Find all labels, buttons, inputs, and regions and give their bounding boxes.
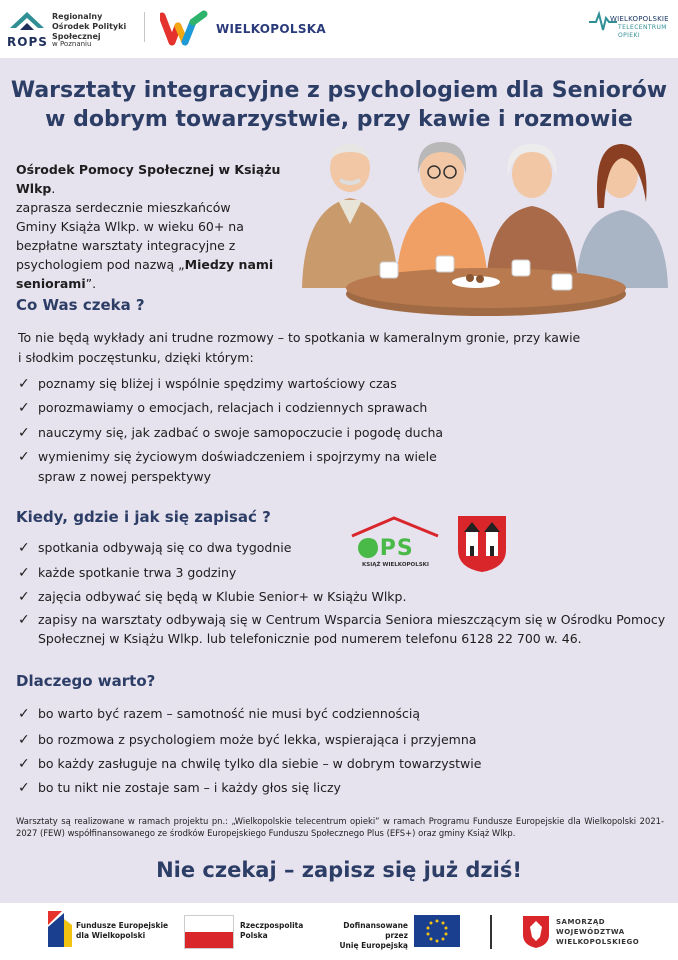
- telecentrum-line3: OPIEKI: [618, 32, 641, 39]
- list-item-continued: Społecznej w Książu Wlkp. lub telefonicznie pod numerem telefonu 6128 22 700 w. 46.: [38, 631, 582, 646]
- eu-label-line1: Dofinansowane przez: [343, 921, 408, 940]
- page-title: [10, 76, 668, 134]
- section-why-heading: Dlaczego warto?: [16, 672, 156, 690]
- list-item-continued: spraw z nowej perspektywy: [38, 469, 211, 484]
- list-item: ✓ bo każdy zasługuje na chwilę tylko dla siebie – w dobrym towarzystwie: [18, 756, 482, 772]
- section-why-list: [18, 706, 481, 804]
- list-item: ✓ bo rozmowa z psychologiem może być lekka, wspierająca i przyjemna: [18, 732, 477, 748]
- rops-city: w Poznaniu: [52, 40, 92, 48]
- footer-divider: [490, 915, 492, 949]
- list-item: ✓ bo tu nikt nie zostaje sam – i każdy głos się liczy: [18, 780, 341, 796]
- rops-name: Regionalny Ośrodek Polityki Społecznej: [52, 12, 127, 41]
- list-item: ✓ wymienimy się życiowym doświadczeniem i spojrzymy na wiele: [18, 449, 437, 465]
- wielkopolska-eagle-icon: [522, 915, 550, 949]
- check-icon: ✓: [18, 732, 30, 748]
- cookie-plate-icon: [452, 276, 500, 288]
- wielkopolska-logo: [160, 10, 326, 48]
- ops-logo-text: OPS: [360, 536, 414, 561]
- ksiaz-coat-of-arms-icon: [456, 514, 508, 574]
- rops-logo: [6, 8, 136, 50]
- section-what-intro: [18, 328, 663, 368]
- project-footnote: Warsztaty są realizowane w ramach projektu pn.: „Wielkopolskie telecentrum opieki” w ramach Programu Fundusze Europejskie dla Wielkopolski 2021-2027 (FEW) współfinansowanego ze środków Europejskiego Funduszu Społecznego Plus (EFS+) oraz gminy Książ Wlkp.: [16, 816, 664, 838]
- list-item: ✓ każde spotkanie trwa 3 godziny: [18, 565, 237, 581]
- list-item: ✓ nauczymy się, jak zadbać o swoje samopoczucie i pogodę ducha: [18, 425, 444, 441]
- list-item: ✓ poznamy się bliżej i wspólnie spędzimy wartościowy czas: [18, 376, 397, 392]
- ops-ksiaz-logo: [350, 514, 440, 574]
- eu-label-line2: Unię Europejską: [339, 941, 408, 950]
- psychologist-figure: [576, 144, 668, 288]
- sw-label-line1: SAMORZĄD: [556, 918, 606, 926]
- fe-label-line2: dla Wielkopolski: [76, 931, 146, 940]
- intro-line-2: Gminy Książa Wlkp. w wieku 60+ na: [16, 219, 244, 234]
- ops-logo-subtext: KSIĄŻ WIELKOPOLSKI: [362, 562, 429, 568]
- telecentrum-line1: WIELKOPOLSKIE: [610, 15, 669, 23]
- wielkopolska-w-icon: [160, 10, 210, 48]
- eu-flag-icon: [414, 915, 460, 947]
- list-item: ✓ bo warto być razem – samotność nie musi być codziennością: [18, 706, 421, 722]
- header-divider: [144, 12, 145, 42]
- eu-label: [320, 921, 408, 951]
- section-when-heading: Kiedy, gdzie i jak się zapisać ?: [16, 508, 271, 526]
- check-icon: ✓: [18, 565, 30, 581]
- check-icon: ✓: [18, 376, 30, 392]
- intro-line-1: zaprasza serdecznie mieszkańców: [16, 200, 231, 215]
- check-icon: ✓: [18, 449, 30, 465]
- section-when-list: [18, 540, 665, 650]
- program-name-b: seniorami: [16, 276, 86, 291]
- program-name-end: ”.: [85, 276, 97, 291]
- list-item: ✓ spotkania odbywają się co dwa tygodnie: [18, 540, 292, 556]
- rp-label: [240, 921, 303, 941]
- rops-letters: ROPS: [7, 35, 48, 49]
- title-line-1: Warsztaty integracyjne z psychologiem dla Seniorów: [10, 78, 668, 103]
- intro-text: [16, 160, 306, 293]
- list-item: ✓ porozmawiamy o emocjach, relacjach i codziennych sprawach: [18, 400, 428, 416]
- check-icon: ✓: [18, 780, 30, 796]
- sw-label-line3: WIELKOPOLSKIEGO: [556, 938, 640, 946]
- funding-footer: [0, 903, 678, 960]
- check-icon: ✓: [18, 425, 30, 441]
- sw-label: [556, 917, 639, 947]
- sw-label-line2: WOJEWÓDZTWA: [556, 928, 625, 936]
- fe-label-line1: Fundusze Europejskie: [76, 921, 169, 930]
- check-icon: ✓: [18, 540, 30, 556]
- rp-label-line1: Rzeczpospolita: [240, 921, 304, 930]
- fe-label: [76, 921, 168, 941]
- program-name-a: Miedzy nami: [184, 257, 274, 272]
- telecentrum-line2: TELECENTRUM: [618, 24, 667, 31]
- check-icon: ✓: [18, 612, 30, 628]
- check-icon: ✓: [18, 589, 30, 605]
- wielkopolska-text: WIELKOPOLSKA: [216, 22, 326, 36]
- check-icon: ✓: [18, 400, 30, 416]
- poland-flag-icon: [184, 915, 234, 949]
- fe-logo-icon: [48, 911, 72, 947]
- intro-org: Ośrodek Pomocy Społecznej w Książu Wlkp: [16, 162, 281, 196]
- telecentrum-logo: [588, 8, 674, 42]
- header-bar: [0, 0, 678, 58]
- check-icon: ✓: [18, 756, 30, 772]
- rp-label-line2: Polska: [240, 931, 268, 940]
- section-what-heading: Co Was czeka ?: [16, 296, 145, 314]
- section-what-intro-line2: i słodkim poczęstunku, dzięki którym:: [18, 350, 254, 365]
- check-icon: ✓: [18, 706, 30, 722]
- section-what-intro-line1: To nie będą wykłady ani trudne rozmowy – to spotkania w kameralnym gronie, przy kawie: [18, 330, 581, 345]
- section-what-list: [18, 376, 443, 489]
- seniors-coffee-illustration: [300, 138, 672, 320]
- list-item: ✓ zapisy na warsztaty odbywają się w Centrum Wsparcia Seniora mieszczącym się w Ośrodku Pomocy: [18, 612, 666, 628]
- intro-period: .: [51, 181, 56, 196]
- coffee-cup-icon: [380, 262, 398, 278]
- call-to-action: Nie czekaj – zapisz się już dziś!: [156, 858, 522, 882]
- intro-line-3: bezpłatne warsztaty integracyjne z: [16, 238, 236, 253]
- intro-line-4: psychologiem pod nazwą „: [16, 257, 185, 272]
- senior-woman-white-hair-figure: [486, 144, 578, 288]
- list-item: ✓ zajęcia odbywać się będą w Klubie Senior+ w Książu Wlkp.: [18, 589, 407, 605]
- title-line-2: w dobrym towarzystwie, przy kawie i rozmowie: [45, 107, 633, 132]
